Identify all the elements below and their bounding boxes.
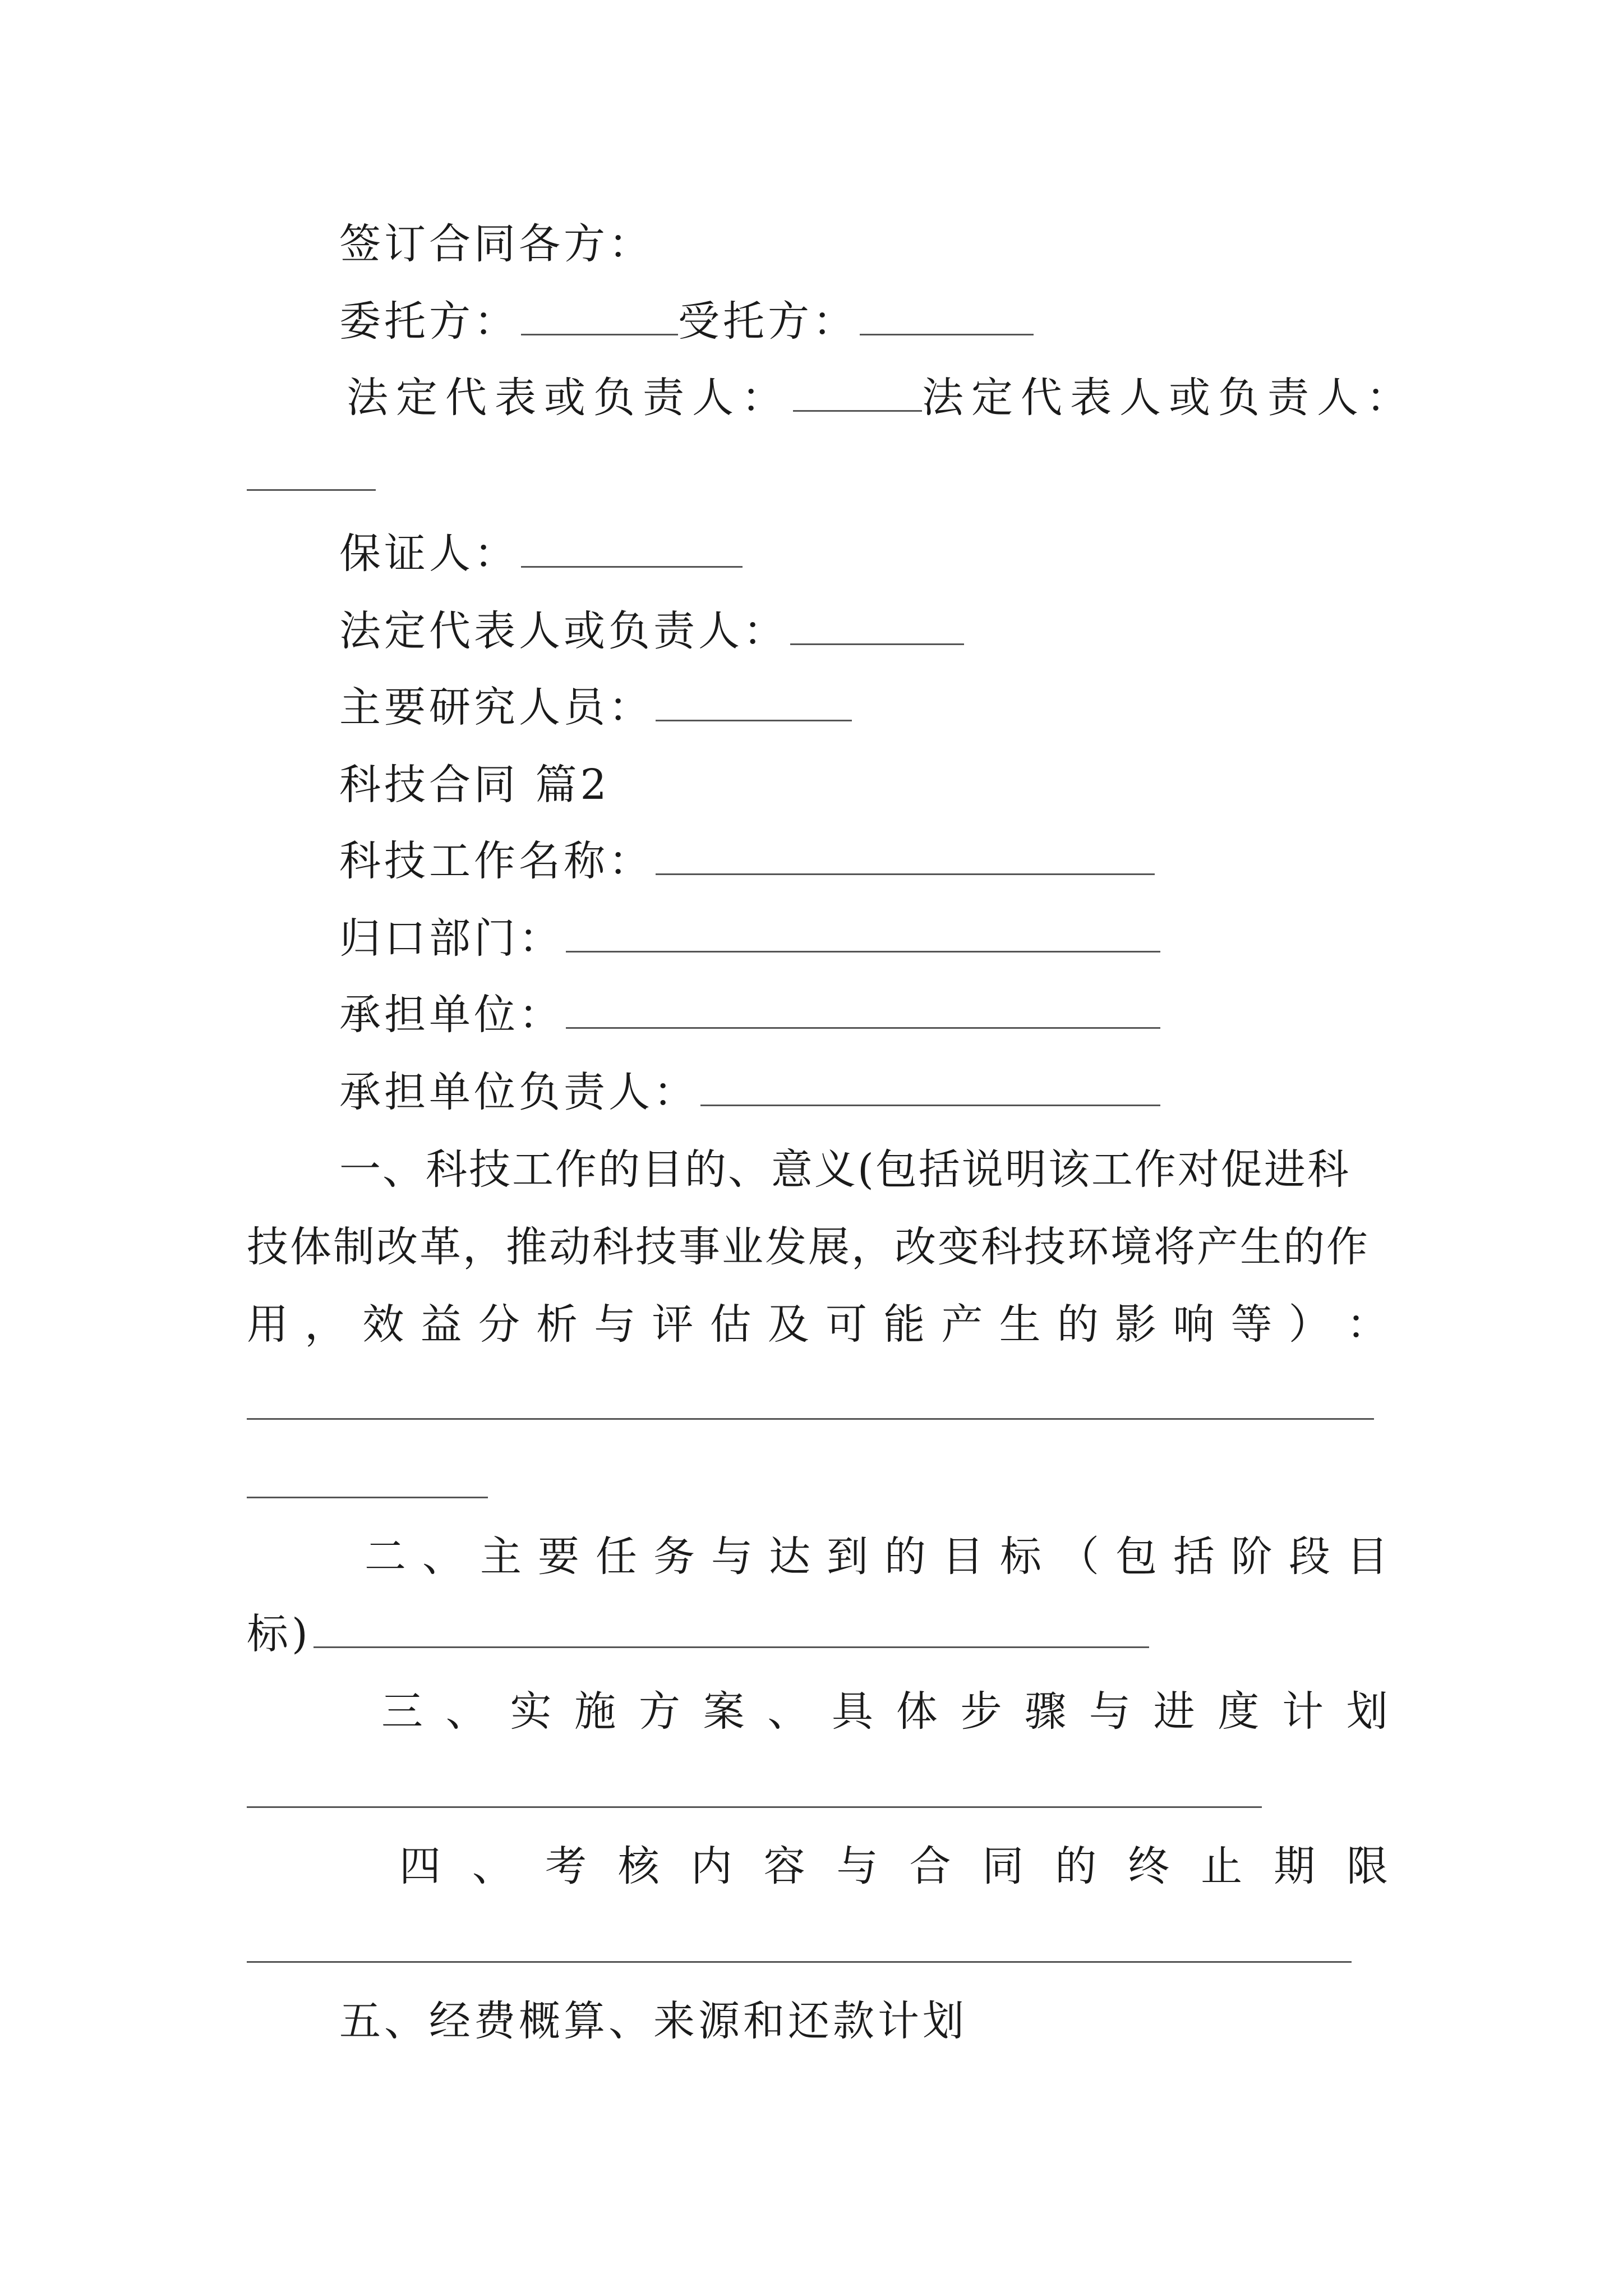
- justified-char: 方: [638, 1687, 680, 1736]
- justified-char: 括: [1173, 1533, 1215, 1581]
- part2-heading: 科技合同 篇2: [339, 761, 610, 809]
- justified-char: 能: [883, 1300, 925, 1349]
- justified-char: 可: [826, 1300, 868, 1349]
- justified-char: 期: [1274, 1842, 1316, 1890]
- section-5-line-1: 五、经费概算、来源和还款计划: [339, 1997, 967, 2045]
- justified-char: 二: [365, 1533, 406, 1581]
- justified-char: 与: [711, 1533, 753, 1581]
- legal-rep-c-line: [339, 607, 964, 655]
- justified-char: 分: [478, 1300, 520, 1349]
- justified-char: ，: [305, 1300, 347, 1349]
- justified-char: 目: [1347, 1533, 1388, 1581]
- justified-char: 响: [1173, 1300, 1215, 1349]
- section-1-line-2: 技体制改革，推动科技事业发展，改变科技环境将产生的作: [247, 1223, 1370, 1271]
- justified-char: 务: [653, 1533, 695, 1581]
- client-label: 委托方：: [339, 297, 519, 346]
- justified-char: ）: [1288, 1300, 1330, 1349]
- justified-char: （: [1058, 1533, 1099, 1581]
- justified-char: 效: [362, 1300, 404, 1349]
- legal-rep-b-label: 法定代表人或负责人：: [922, 374, 1415, 422]
- justified-char: 阶: [1231, 1533, 1272, 1581]
- justified-char: 评: [652, 1300, 694, 1349]
- justified-char: 实: [510, 1687, 552, 1736]
- undertaker-head-label: 承担单位负责人：: [339, 1068, 698, 1116]
- client-trustee-line: [339, 297, 1034, 346]
- justified-char: 主: [480, 1533, 522, 1581]
- section-1-blank-1[interactable]: [247, 1418, 1374, 1420]
- justified-char: 目: [942, 1533, 984, 1581]
- trustee-label: 受托方：: [678, 297, 857, 346]
- section-1-line-1: 一、科技工作的目的、意义(包括说明该工作对促进科: [339, 1145, 1350, 1194]
- undertaker-head-blank[interactable]: [700, 1104, 1160, 1106]
- project-name-line: [339, 837, 1155, 885]
- justified-char: 益: [420, 1300, 462, 1349]
- justified-char: 等: [1230, 1300, 1272, 1349]
- justified-char: 计: [1282, 1687, 1324, 1736]
- justified-char: 与: [836, 1842, 878, 1890]
- justified-char: 划: [1346, 1687, 1388, 1736]
- undertaker-blank[interactable]: [566, 1027, 1160, 1029]
- justified-char: 、: [422, 1533, 464, 1581]
- justified-char: 止: [1201, 1842, 1243, 1890]
- justified-char: 到: [827, 1533, 868, 1581]
- justified-char: 析: [536, 1300, 578, 1349]
- section-3-line-1: [381, 1687, 1388, 1736]
- dept-label: 归口部门：: [339, 914, 564, 963]
- undertaker-head-line: [339, 1068, 1160, 1116]
- justified-char: 限: [1346, 1842, 1388, 1890]
- section-2-line-2: 标): [247, 1613, 1149, 1655]
- justified-char: 、: [445, 1687, 487, 1736]
- justified-char: 产: [941, 1300, 983, 1349]
- guarantor-line: [339, 530, 743, 578]
- justified-char: 与: [1089, 1687, 1131, 1736]
- justified-char: 、: [472, 1842, 514, 1890]
- justified-char: 与: [594, 1300, 636, 1349]
- justified-char: 同: [982, 1842, 1024, 1890]
- justified-char: 三: [381, 1687, 423, 1736]
- justified-char: 的: [884, 1533, 926, 1581]
- researchers-line: [339, 683, 852, 731]
- justified-char: 考: [545, 1842, 587, 1890]
- justified-char: 要: [538, 1533, 579, 1581]
- justified-char: 四: [399, 1842, 441, 1890]
- justified-char: 进: [1153, 1687, 1195, 1736]
- dept-line: [339, 914, 1160, 963]
- project-name-label: 科技工作名称：: [339, 837, 653, 885]
- justified-char: 具: [832, 1687, 874, 1736]
- justified-char: 步: [960, 1687, 1002, 1736]
- section-4-line-1: [399, 1842, 1388, 1890]
- justified-char: 骤: [1025, 1687, 1067, 1736]
- section-2-line-1: [365, 1533, 1388, 1581]
- justified-char: 标: [1000, 1533, 1041, 1581]
- legal-rep-c-label: 法定代表人或负责人：: [339, 607, 788, 655]
- researchers-label: 主要研究人员：: [339, 683, 653, 731]
- section-3-blank[interactable]: [247, 1806, 1262, 1808]
- section-2-blank[interactable]: [313, 1646, 1149, 1648]
- justified-char: 达: [769, 1533, 810, 1581]
- justified-char: 的: [1055, 1842, 1097, 1890]
- dept-blank[interactable]: [566, 950, 1160, 953]
- section-1-blank-2[interactable]: [247, 1497, 488, 1498]
- project-name-blank[interactable]: [656, 873, 1155, 875]
- undertaker-line: [339, 991, 1160, 1039]
- legal-rep-a-label: 法定代表或负责人：: [347, 374, 791, 422]
- trustee-blank[interactable]: [860, 333, 1034, 335]
- parties-heading: 签订合同各方：: [339, 220, 653, 268]
- guarantor-blank[interactable]: [521, 565, 743, 568]
- justified-char: 的: [1057, 1300, 1099, 1349]
- researchers-blank[interactable]: [656, 719, 852, 721]
- legal-rep-c-blank[interactable]: [790, 643, 964, 645]
- legal-rep-a-blank[interactable]: [793, 409, 922, 412]
- justified-char: 估: [709, 1300, 751, 1349]
- justified-char: 施: [574, 1687, 616, 1736]
- section-4-blank[interactable]: [247, 1961, 1352, 1963]
- justified-char: 案: [703, 1687, 745, 1736]
- justified-char: 包: [1115, 1533, 1157, 1581]
- justified-char: 内: [690, 1842, 732, 1890]
- justified-char: 容: [763, 1842, 805, 1890]
- justified-char: 段: [1289, 1533, 1330, 1581]
- justified-char: 终: [1128, 1842, 1170, 1890]
- justified-char: 核: [617, 1842, 660, 1890]
- legal-rep-line: [347, 374, 1415, 422]
- justified-char: ：: [1346, 1300, 1388, 1349]
- justified-char: 度: [1218, 1687, 1260, 1736]
- justified-char: 用: [247, 1300, 288, 1349]
- client-blank[interactable]: [521, 333, 678, 335]
- justified-char: 体: [896, 1687, 938, 1736]
- justified-char: 影: [1115, 1300, 1157, 1349]
- legal-rep-b-blank[interactable]: [247, 489, 376, 491]
- justified-char: 、: [767, 1687, 809, 1736]
- justified-char: 生: [999, 1300, 1041, 1349]
- justified-char: 任: [596, 1533, 637, 1581]
- undertaker-label: 承担单位：: [339, 991, 564, 1039]
- justified-char: 及: [767, 1300, 809, 1349]
- justified-char: 合: [909, 1842, 951, 1890]
- section-1-line-3: [247, 1300, 1388, 1349]
- guarantor-label: 保证人：: [339, 530, 519, 578]
